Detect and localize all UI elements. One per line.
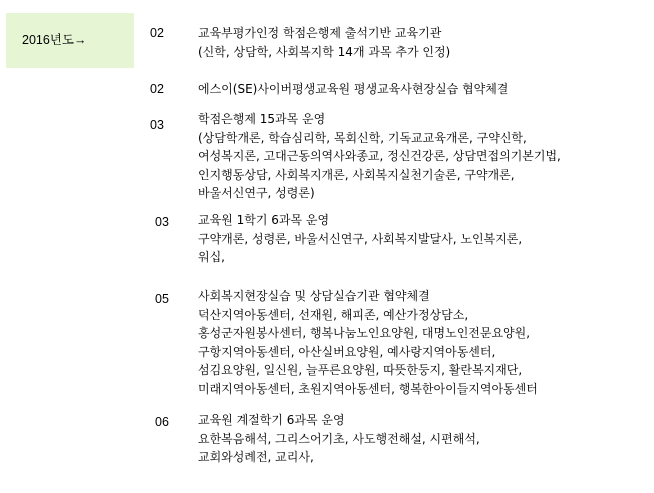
entry-month: 02 [150,26,164,40]
entry-title: 교육원 1학기 6과목 운영 [198,213,330,227]
entry-month: 03 [150,118,164,132]
entry-content [198,411,480,467]
entry-content [198,24,450,61]
entry-detail-line: 구항지역아동센터, 아산실버요양원, 예사랑지역아동센터, [198,344,496,359]
entry-detail-line: 홍성군자원봉사센터, 행복나눔노인요양원, 대명노인전문요양원, [198,326,531,341]
entry-month: 05 [155,292,169,306]
entry-title: 교육부평가인정 학점은행제 출석기반 교육기관 [198,26,442,40]
entry-detail-line: 여성복지론, 고대근동의역사와종교, 정신건강론, 상담면접의기본기법, [198,149,561,164]
entry-title: 사회복지현장실습 및 상담실습기관 협약체결 [198,289,430,303]
entry-detail-line: 교회와성례전, 교리사, [198,450,314,465]
year-label: 2016년도→ [6,13,134,68]
entry-month: 03 [155,215,169,229]
entry-month: 06 [155,415,169,429]
entry-detail-line: 바울서신연구, 성령론) [198,186,315,201]
entry-detail-line: 미래지역아동센터, 초원지역아동센터, 행복한아이들지역아동센터 [198,381,538,396]
entry-title: 학점은행제 15과목 운영 [198,112,326,126]
entry-month: 02 [150,82,164,96]
entry-title: 교육원 계절학기 6과목 운영 [198,413,345,427]
entry-content [198,110,561,203]
entry-content [198,211,522,267]
entry-title: 에스이(SE)사이버평생교육원 평생교육사현장실습 협약체결 [198,82,509,96]
entry-detail-line: 섬김요양원, 일신원, 늘푸른요양원, 따뜻한둥지, 활란복지재단, [198,363,523,378]
entry-detail-line: 워십, [198,250,225,265]
entry-detail-line: (상담학개론, 학습심리학, 목회신학, 기독교교육개론, 구약신학, [198,130,527,145]
entry-detail-line: (신학, 상담학, 사회복지학 14개 과목 추가 인정) [198,44,451,59]
entry-detail-line: 덕산지역아동센터, 선재원, 해피존, 예산가정상담소, [198,307,469,322]
entry-content [198,80,508,99]
entry-detail-line: 인지행동상담, 사회복지개론, 사회복지실천기술론, 구약개론, [198,167,515,182]
entry-detail-line: 구약개론, 성령론, 바울서신연구, 사회복지발달사, 노인복지론, [198,231,523,246]
entry-content [198,287,538,399]
entry-detail-line: 요한복음해석, 그리스어기초, 사도행전해설, 시편해석, [198,431,480,446]
